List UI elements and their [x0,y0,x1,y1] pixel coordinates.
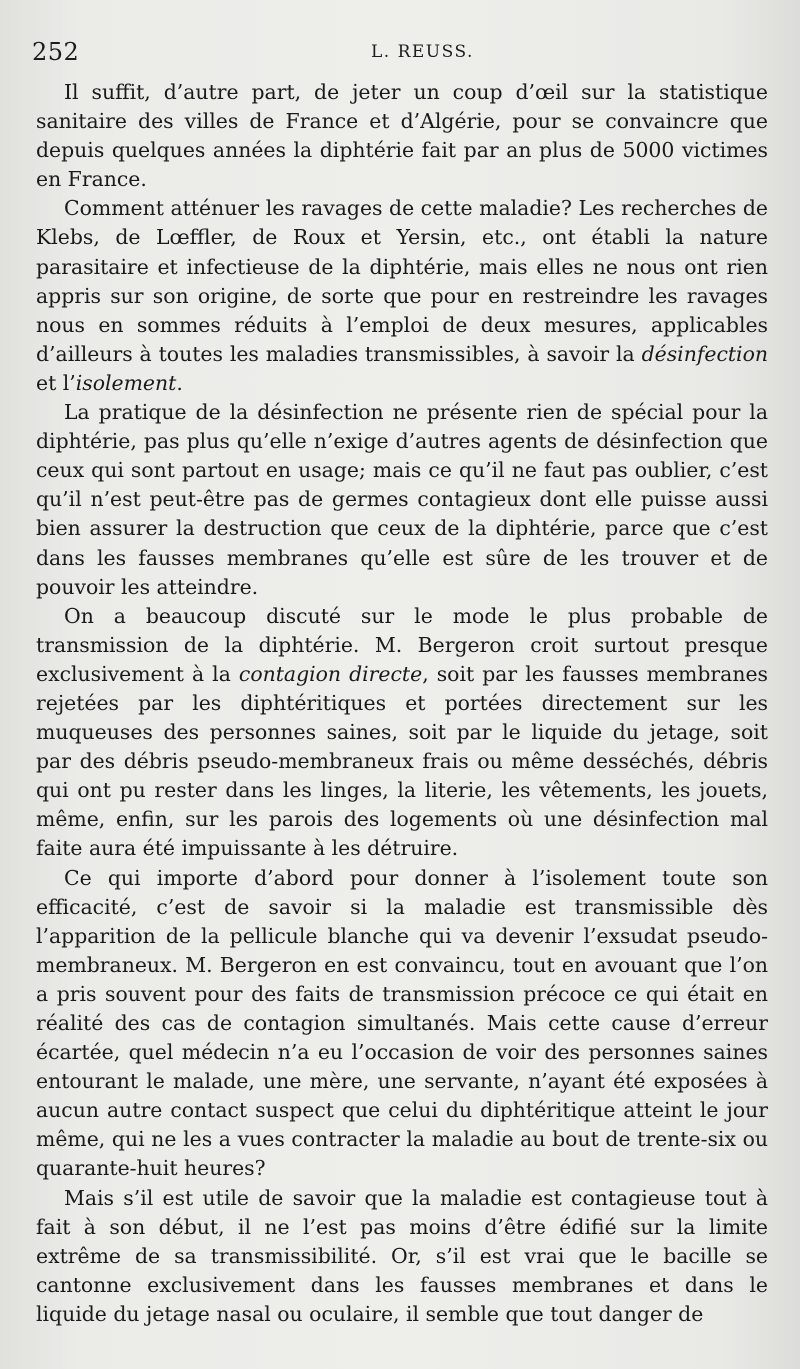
italic-run: contagion directe [238,661,423,686]
page-number: 252 [32,38,80,66]
text-run: Il suffit, d’autre part, de jeter un coup d’œil sur la statistique sanitaire des villes de France et d’Algérie, pour se convaincre que depuis quelques années la diphtérie fait par an plus de 5000 victimes en France. [36,80,768,192]
text-run: Mais s’il est utile de savoir que la maladie est contagieuse tout à fait à son début, il ne l’est pas moins d’être édifié sur la limite extrême de sa transmissibilité. Or, s’il est vrai que le bacille se cantonne exclusivement dans les fausses membranes et dans le liquide du jetage nasal ou oculaire, il semble que tout danger de [36,1185,768,1326]
paragraph [36,602,768,864]
text-run: Ce qui importe d’abord pour donner à l’isolement toute son efficacité, c’est de savoir si la maladie est transmissible dès l’apparition de la pellicule blanche qui va devenir l’exsudat pseudo-membraneux. M. Bergeron en est convaincu, tout en avouant que l’on a pris souvent pour des faits de transmission précoce ce qui était en réalité des cas de contagion simultanés. Mais cette cause d’erreur écartée, quel médecin n’a eu l’occasion de voir des personnes saines entourant le malade, une mère, une servante, n’ayant été exposées à aucun autre contact suspect que celui du diphtéritique atteint le jour même, qui ne les a vues contracter la maladie au bout de trente-six ou quarante-huit heures? [36,865,768,1181]
italic-run: désinfection [641,341,768,366]
body-text [36,78,768,1329]
paragraph [36,194,768,398]
text-run: . [176,370,183,395]
text-run: On a beaucoup discuté sur le mode le plus probable de transmission de la diphtérie. M. Bergeron croit surtout presque exclusivement à la [36,603,768,686]
paragraph [36,864,768,1184]
text-run: Comment atténuer les ravages de cette maladie? Les recherches de Klebs, de Lœffler, de Roux et Yersin, etc., ont établi la nature parasitaire et infectieuse de la diphtérie, mais elles ne nous ont rien appris sur son origine, de sorte que pour en restreindre les ravages nous en sommes réduits à l’emploi de deux mesures, applicables d’ailleurs à toutes les maladies transmissibles, à savoir la [36,196,768,366]
paragraph [36,1184,768,1329]
text-run: La pratique de la désinfection ne présente rien de spécial pour la diphtérie, pas plus qu’elle n’exige d’autres agents de désinfection que ceux qui sont partout en usage; mais ce qu’il ne faut pas oublier, c’est qu’il n’est peut-être pas de germes contagieux dont elle puisse aussi bien assurer la destruction que ceux de la diphtérie, parce que c’est dans les fausses membranes qu’elle est sûre de les trouver et de pouvoir les atteindre. [36,400,768,599]
italic-run: isolement [75,370,177,395]
page-header [32,38,764,68]
paragraph [36,398,768,602]
paragraph [36,78,768,194]
running-head: L. REUSS. [371,42,474,62]
text-run: et l’ [36,370,76,395]
text-run: , soit par les fausses membranes rejetées par les diphtéritiques et portées directement sur les muqueuses des personnes saines, soit par le liquide du jetage, soit par des débris pseudo-membraneux frais ou même desséchés, débris qui ont pu rester dans les linges, la literie, les vêtements, les jouets, même, enfin, sur les parois des logements où une désinfection mal faite aura été impuissante à les détruire. [36,661,768,861]
